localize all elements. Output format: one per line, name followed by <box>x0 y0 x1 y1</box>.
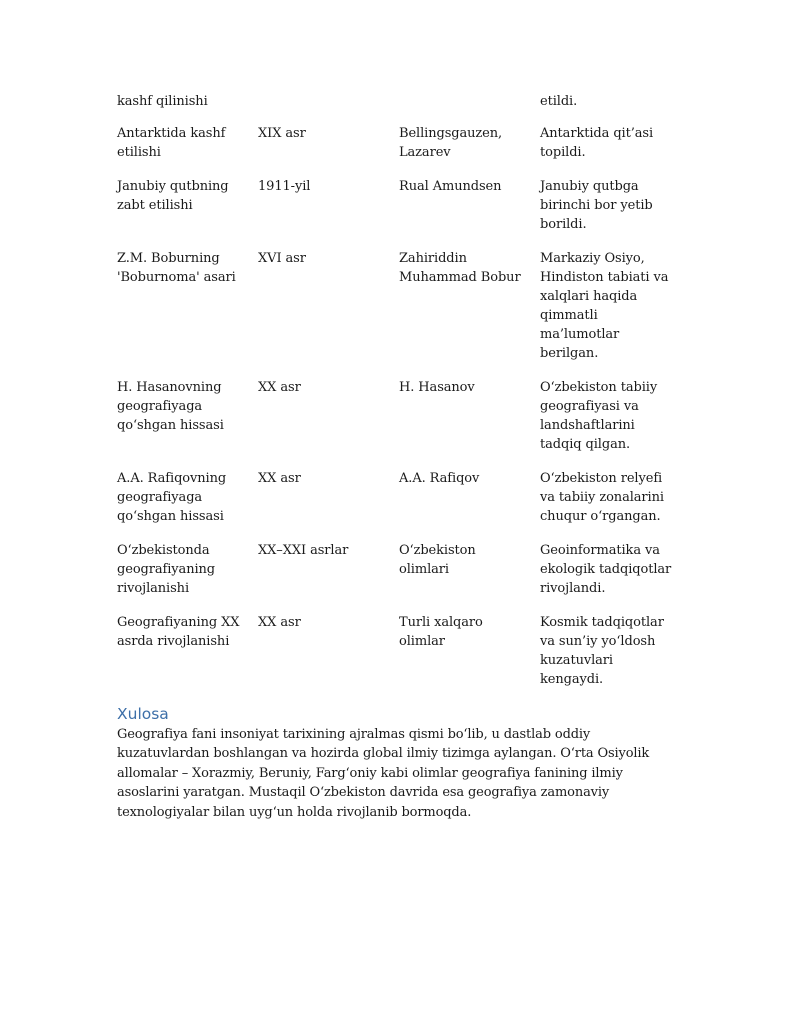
conclusion-paragraph: Geografiya fani insoniyat tarixining ajralmas qismi bo‘lib, u dastlab oddiy kuzatuvlardan boshlangan va hozirda global ilmiy tizimga aylangan. O‘rta Osiyolik allomalar – Xorazmiy, Beruniy, Farg‘oniy kabi olimlar geografiya fanining ilmiy asoslarini yaratgan. Mustaqil O‘zbekiston davrida esa geografiya zamonaviy texnologiyalar bilan uyg‘un holda rivojlanib bormoqda. <box>117 727 650 820</box>
table-row <box>111 124 681 177</box>
history-table-body <box>111 92 681 689</box>
table-row <box>111 177 681 249</box>
table-row <box>111 378 681 469</box>
table-cell-period: XX asr <box>258 615 301 630</box>
table-cell-period: XX asr <box>258 380 301 395</box>
table-cell-result: O‘zbekiston tabiiy geografiyasi va landshaftlarini tadqiq qilgan. <box>540 380 658 452</box>
table-cell-period: 1911-yil <box>258 179 311 194</box>
table-cell-person: Turli xalqaro olimlar <box>399 615 483 649</box>
table-row <box>111 249 681 378</box>
table-cell-period: XIX asr <box>258 126 306 141</box>
table-cell-event: kashf qilinishi <box>117 94 208 109</box>
table-cell-event: A.A. Rafiqovning geografiyaga qo‘shgan hissasi <box>117 471 227 524</box>
table-cell-person: O‘zbekiston olimlari <box>399 543 476 577</box>
conclusion-heading: Xulosa <box>117 705 169 723</box>
table-cell-person: Bellingsgauzen, Lazarev <box>399 126 503 160</box>
table-cell-result: Geoinformatika va ekologik tadqiqotlar rivojlandi. <box>540 543 672 596</box>
table-row <box>111 541 681 613</box>
table-cell-period <box>252 92 393 124</box>
history-table <box>111 92 681 689</box>
table-cell-result: Kosmik tadqiqotlar va sun’iy yo‘ldosh kuzatuvlari kengaydi. <box>540 615 664 687</box>
table-cell-event: O‘zbekistonda geografiyaning rivojlanishi <box>117 543 216 596</box>
table-cell-result: etildi. <box>540 94 578 109</box>
table-cell-person: Rual Amundsen <box>399 179 502 194</box>
table-cell-event: Antarktida kashf etilishi <box>117 126 226 160</box>
table-cell-result: O‘zbekiston relyefi va tabiiy zonalarini chuqur o‘rgangan. <box>540 471 664 524</box>
table-cell-person: H. Hasanov <box>399 380 475 395</box>
table-cell-period: XVI asr <box>258 251 306 266</box>
table-cell-result: Janubiy qutbga birinchi bor yetib borildi. <box>540 179 653 232</box>
table-cell-event: Z.M. Boburning 'Boburnoma' asari <box>117 251 236 285</box>
table-cell-period: XX asr <box>258 471 301 486</box>
table-cell-event: H. Hasanovning geografiyaga qo‘shgan hissasi <box>117 380 224 433</box>
table-cell-event: Janubiy qutbning zabt etilishi <box>117 179 229 213</box>
table-cell-person: A.A. Rafiqov <box>399 471 480 486</box>
table-row <box>111 613 681 689</box>
table-cell-period: XX–XXI asrlar <box>258 543 349 558</box>
table-cell-result: Markaziy Osiyo, Hindiston tabiati va xalqlari haqida qimmatli ma’lumotlar berilgan. <box>540 251 669 361</box>
table-cell-person <box>393 92 534 124</box>
table-row <box>111 469 681 541</box>
table-cell-result: Antarktida qit’asi topildi. <box>540 126 654 160</box>
table-cell-event: Geografiyaning XX asrda rivojlanishi <box>117 615 240 649</box>
table-row <box>111 92 681 124</box>
table-cell-person: Zahiriddin Muhammad Bobur <box>399 251 521 285</box>
